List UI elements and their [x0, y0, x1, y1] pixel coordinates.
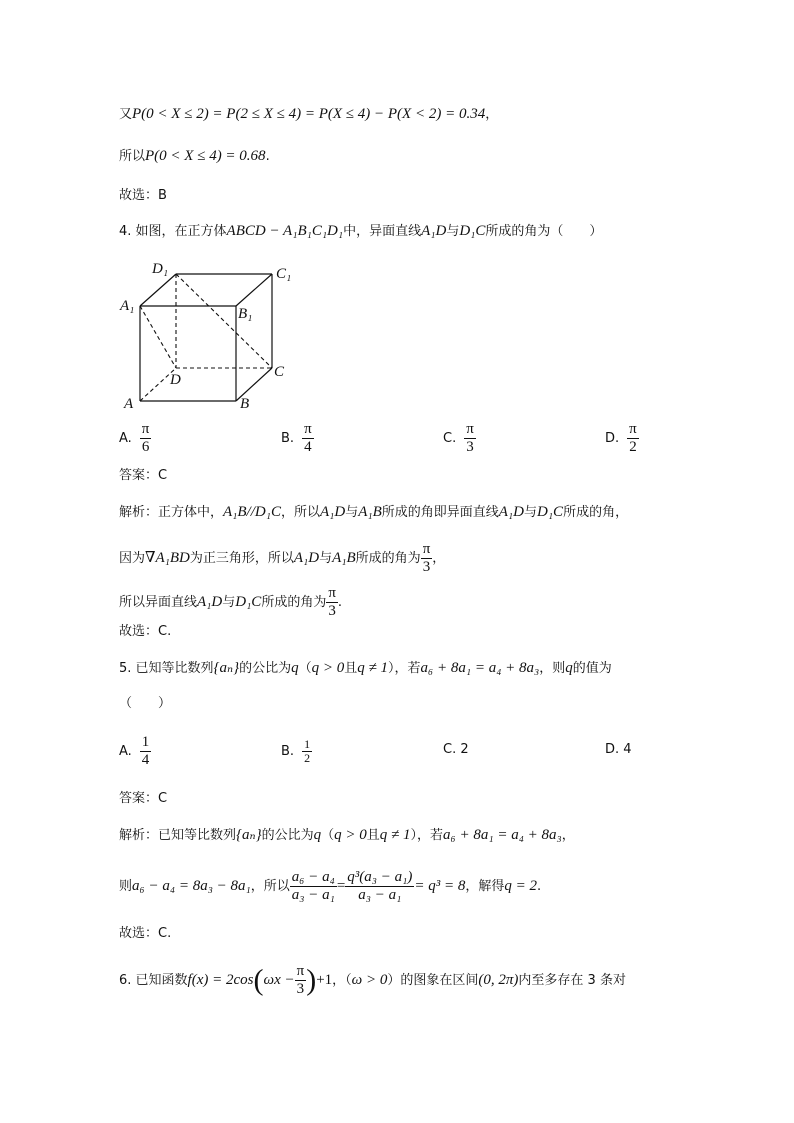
numerator: π — [328, 585, 336, 601]
text: 与 — [345, 505, 359, 520]
text: ，则 — [539, 661, 566, 676]
q4-analysis-line-3 — [119, 582, 342, 623]
math-expression: ABCD − A₁B₁C₁D₁ — [226, 223, 344, 239]
text: 6. 已知函数 — [119, 973, 188, 988]
denominator: a₃ − a₁ — [358, 887, 402, 903]
numerator: π — [422, 541, 431, 557]
denominator: 4 — [141, 752, 150, 768]
text: 与 — [319, 551, 333, 566]
numerator: π — [304, 421, 312, 437]
math-expression: q — [291, 660, 299, 676]
math-expression: A₁B//D₁C — [223, 504, 281, 520]
text: ，所以 — [250, 879, 290, 894]
denominator: 4 — [304, 439, 312, 455]
question-5-stem — [119, 658, 612, 679]
label-a1: A₁ — [120, 298, 135, 314]
math-expression: q ≠ 1 — [357, 660, 389, 676]
denominator: 2 — [304, 751, 311, 765]
q5-pick: 故选：C. — [119, 926, 172, 941]
math-expression: A₁B — [332, 550, 356, 566]
option-fraction — [140, 734, 152, 769]
option-fraction — [302, 738, 312, 765]
label-d1: D₁ — [152, 261, 169, 277]
option-label: B. — [281, 744, 295, 759]
answer-pick-b: 故选：B — [119, 188, 167, 203]
text: 所以异面直线 — [119, 595, 198, 610]
text: 所成的角即异面直线 — [381, 505, 499, 520]
math-expression: q — [565, 660, 573, 676]
text: ），若 — [410, 828, 444, 843]
math-expression: q > 0 — [311, 660, 345, 676]
denominator: 3 — [296, 981, 305, 997]
math-expression: a₆ + 8a₁ = a₄ + 8a₃ — [443, 827, 562, 843]
q5-option-d[interactable]: D. 4 — [605, 742, 632, 757]
line-prefix: 又 — [119, 107, 133, 122]
fraction — [295, 963, 307, 998]
math-expression: A₁D — [197, 594, 223, 610]
text: 所成的角为 — [355, 551, 421, 566]
text-line-conclusion — [119, 146, 270, 167]
option-fraction — [627, 421, 639, 456]
q4-analysis-line-1 — [119, 502, 628, 523]
q5-option-c[interactable]: C. 2 — [443, 742, 469, 757]
text: ，所以 — [280, 505, 320, 520]
text: . — [536, 879, 542, 894]
fraction — [345, 869, 414, 904]
math-expression: A₁B — [358, 504, 382, 520]
text-line-probability — [119, 104, 498, 125]
cube-figure — [112, 258, 302, 413]
math-expression: A₁D — [293, 550, 320, 566]
text: 且 — [366, 828, 380, 843]
text: 所成的角为 — [261, 595, 327, 610]
text: 与 — [222, 595, 236, 610]
label-b1: B₁ — [238, 306, 253, 322]
option-label: C. — [443, 431, 457, 446]
math-expression: (0, 2π) — [478, 972, 519, 988]
text: 5. 已知等比数列 — [119, 661, 214, 676]
text: ，解得 — [465, 879, 505, 894]
q4-option-c[interactable] — [443, 421, 476, 456]
stem-text: 与 — [446, 224, 460, 239]
edge-a1-d1 — [140, 274, 176, 306]
math-expression: D₁C — [537, 504, 564, 520]
numerator: 1 — [304, 737, 311, 751]
math-expression: q = 2 — [504, 878, 537, 894]
numerator: a₆ − a₄ — [291, 869, 335, 885]
text: 且 — [344, 661, 358, 676]
stem-text: 所成的角为（ ） — [485, 224, 603, 239]
text: ，（ — [332, 973, 352, 988]
math-expression: q > 0 — [334, 827, 367, 843]
math-expression: f(x) = 2cos — [187, 972, 254, 988]
punctuation: . — [265, 149, 270, 164]
text: ），若 — [388, 661, 421, 676]
math-expression: A₁D — [421, 223, 447, 239]
text: 解析：正方体中， — [119, 505, 224, 520]
option-fraction — [302, 421, 314, 456]
fraction — [326, 585, 338, 620]
math-expression: q — [313, 827, 322, 843]
text: ， — [432, 551, 446, 566]
question-4-stem — [119, 221, 602, 242]
label-c: C — [274, 364, 285, 380]
denominator: a₃ − a₁ — [291, 887, 335, 903]
text: （ — [298, 661, 312, 676]
q4-analysis-line-2 — [119, 538, 445, 579]
denominator: 6 — [141, 439, 150, 455]
diagonal-a1-d — [140, 306, 176, 368]
numerator: 1 — [141, 734, 150, 750]
numerator: π — [296, 963, 305, 979]
q4-answer: 答案：C — [119, 468, 168, 483]
math-expression: ω > 0 — [351, 972, 388, 988]
stem-text: 中，异面直线 — [343, 224, 422, 239]
text: ）的图象在区间 — [387, 973, 479, 988]
denominator: 2 — [629, 439, 637, 455]
math-expression: P(0 < X ≤ 2) = P(2 ≤ X ≤ 4) = P(X ≤ 4) − P(X < 2) = 0.34 — [132, 106, 486, 122]
text: 因为 — [119, 551, 146, 566]
math-expression: a₆ − a₄ = 8a₃ − 8a₁ — [132, 878, 251, 894]
option-label: D. — [605, 431, 620, 446]
q5-analysis-line-1 — [119, 825, 575, 846]
option-fraction — [464, 421, 476, 456]
text: ， — [561, 828, 575, 843]
option-label: A. — [119, 744, 132, 759]
option-label: A. — [119, 431, 132, 446]
denominator: 3 — [328, 603, 336, 619]
math-expression: +1 — [316, 972, 333, 988]
q4-option-b[interactable] — [281, 421, 314, 456]
denominator: 3 — [422, 559, 431, 575]
fraction — [290, 869, 337, 904]
math-expression: ∇A₁BD — [145, 550, 190, 566]
fraction — [421, 541, 433, 576]
stem-text: 4. 如图，在正方体 — [119, 224, 227, 239]
question-6-stem — [119, 958, 626, 1003]
label-d: D — [170, 372, 181, 388]
math-expression: q ≠ 1 — [379, 827, 411, 843]
math-expression: ωx − — [263, 972, 295, 988]
edge-b1-c1 — [236, 274, 272, 306]
q4-pick: 故选：C. — [119, 624, 172, 639]
text: （ — [321, 828, 335, 843]
paren: ( — [253, 963, 264, 997]
line-prefix: 所以 — [119, 149, 146, 164]
math-expression: P(0 < X ≤ 4) = 0.68 — [145, 148, 266, 164]
math-expression: A₁D — [319, 504, 346, 520]
paren: ) — [306, 963, 317, 997]
denominator: 3 — [466, 439, 474, 455]
question-5-paren: （ ） — [119, 696, 172, 711]
punctuation: ， — [485, 107, 499, 122]
label-b: B — [240, 396, 250, 412]
q4-option-a[interactable] — [119, 421, 151, 456]
math-expression: {aₙ} — [236, 827, 262, 843]
diagonal-d1-c — [176, 274, 272, 368]
text: 的公比为 — [261, 828, 314, 843]
q5-analysis-line-2 — [119, 864, 541, 909]
option-fraction — [140, 421, 152, 456]
q5-answer: 答案：C — [119, 791, 168, 806]
label-a: A — [124, 396, 134, 412]
equals-sign: = — [336, 878, 346, 894]
math-expression: A₁D — [498, 504, 524, 520]
text: 内至多存在 3 条对 — [518, 973, 626, 988]
numerator: π — [629, 421, 637, 437]
math-expression: = q³ = 8 — [414, 878, 466, 894]
math-expression: D₁C — [235, 594, 262, 610]
numerator: π — [466, 421, 474, 437]
text: 解析：已知等比数列 — [119, 828, 237, 843]
numerator: q³(a₃ − a₁) — [347, 869, 413, 885]
math-expression: a₆ + 8a₁ = a₄ + 8a₃ — [420, 660, 540, 676]
text: . — [337, 595, 343, 610]
math-expression: {aₙ} — [213, 660, 240, 676]
text: 的公比为 — [239, 661, 292, 676]
text: 为正三角形，所以 — [189, 551, 294, 566]
q5-option-a[interactable] — [119, 734, 151, 769]
text: 与 — [523, 505, 537, 520]
q4-option-d[interactable] — [605, 421, 639, 456]
math-expression: D₁C — [459, 223, 486, 239]
option-label: B. — [281, 431, 295, 446]
label-c1: C₁ — [276, 266, 292, 282]
numerator: π — [141, 421, 150, 437]
text: 所成的角， — [563, 505, 629, 520]
q5-option-b[interactable] — [281, 738, 312, 765]
text: 的值为 — [572, 661, 612, 676]
text: 则 — [119, 879, 133, 894]
